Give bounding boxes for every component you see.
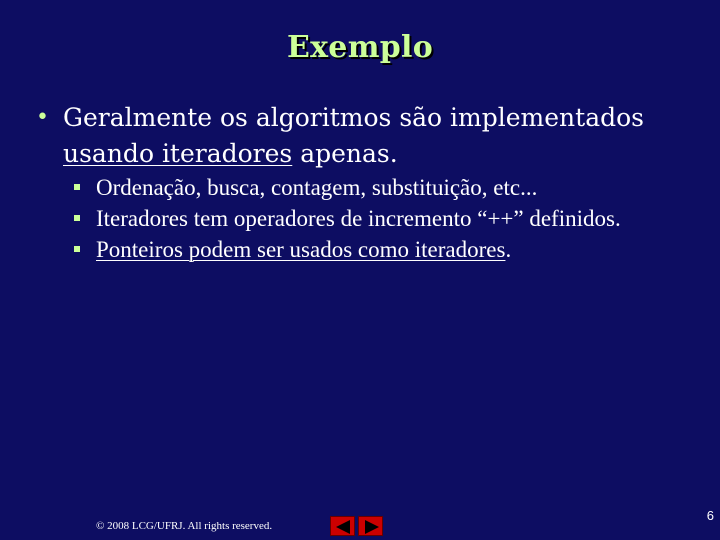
bullet-marker: • [36, 105, 49, 130]
square-bullet-icon [74, 246, 80, 252]
triangle-right-icon [359, 517, 384, 537]
copyright-footer: © 2008 LCG/UFRJ. All rights reserved. [96, 520, 273, 532]
next-slide-button[interactable] [358, 516, 383, 536]
sub-bullet-text: Ordenação, busca, contagem, substituição, etc... [96, 175, 538, 200]
sub-bullet-item [72, 234, 692, 265]
sub-bullet-text: Iteradores tem operadores de incremento “++” definidos. [96, 206, 621, 231]
main-bullet-text-part2: apenas. [292, 139, 398, 168]
sub-bullet-item [72, 172, 692, 203]
sub-bullet-underlined-text: Ponteiros podem ser usados como iteradores [96, 237, 506, 262]
main-bullet-text-part1: Geralmente os algoritmos são implementados [63, 103, 644, 132]
previous-slide-button[interactable] [330, 516, 355, 536]
square-bullet-icon [74, 215, 80, 221]
sub-bullet-text-after: . [505, 237, 512, 262]
main-bullet-underlined-text: usando iteradores [63, 139, 293, 168]
main-bullet-text [63, 100, 696, 172]
slide-navigation [330, 516, 384, 536]
main-bullet [36, 100, 696, 172]
sub-bullet-item [72, 203, 692, 234]
triangle-left-icon [331, 517, 356, 537]
page-number: 6 [706, 508, 714, 523]
square-bullet-icon [74, 184, 80, 190]
sub-bullet-list [72, 172, 692, 265]
slide-title: Exemplo [286, 30, 434, 65]
